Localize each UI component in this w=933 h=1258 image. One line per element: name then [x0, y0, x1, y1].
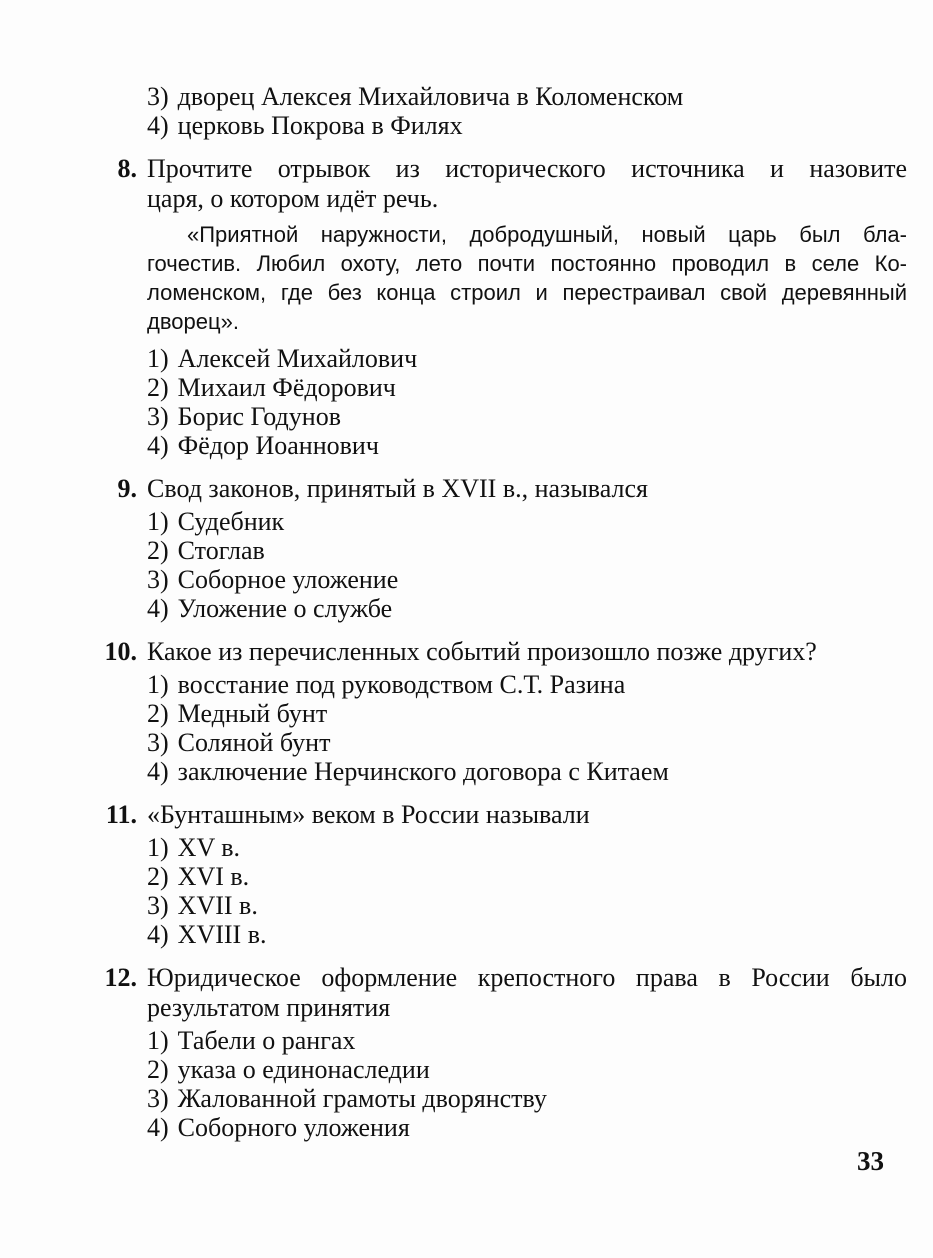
option-marker: 1) [147, 507, 169, 536]
option-text: дворец Алексея Михайловича в Коломенском [177, 82, 684, 111]
question-stem [147, 800, 907, 830]
question-10 [94, 637, 907, 786]
question-stem [147, 474, 907, 504]
option-text: восстание под руководством С.Т. Разина [177, 670, 626, 699]
question-body [147, 474, 907, 623]
question-stem [147, 154, 907, 214]
option-text: Соборное уложение [177, 565, 399, 594]
option-row [147, 344, 907, 373]
option-text: XVI в. [177, 862, 250, 891]
stem-line: результатом принятия [147, 993, 391, 1022]
option-marker: 2) [147, 536, 169, 565]
option-marker: 3) [147, 1084, 169, 1113]
option-text: Фёдор Иоаннович [177, 431, 379, 460]
option-text: Алексей Михайлович [177, 344, 418, 373]
option-text: указа о единонаследии [177, 1055, 430, 1084]
option-marker: 1) [147, 670, 169, 699]
option-marker: 3) [147, 891, 169, 920]
question-body [147, 637, 907, 786]
quote-line: ломенском, где без конца строил и перестраивал свой деревянный [147, 280, 907, 305]
stem-line: Юридическое оформление крепостного права в России было [147, 963, 907, 992]
option-marker: 1) [147, 1026, 169, 1055]
option-marker: 4) [147, 594, 169, 623]
option-row [147, 699, 907, 728]
option-text: Михаил Фёдорович [177, 373, 396, 402]
question-11 [94, 800, 907, 949]
quote-line: дворец». [147, 309, 239, 334]
option-marker: 4) [147, 920, 169, 949]
question-8 [94, 154, 907, 460]
option-text: Жалованной грамоты дворянству [177, 1084, 547, 1113]
quote-line: гочестив. Любил охоту, лето почти постоянно проводил в селе Ко- [147, 251, 907, 276]
question-number: 11. [105, 800, 137, 829]
option-row [147, 431, 907, 460]
stem-line: царя, о котором идёт речь. [147, 184, 439, 213]
option-marker: 2) [147, 699, 169, 728]
option-row [147, 833, 907, 862]
option-text: церковь Покрова в Филях [177, 111, 463, 140]
option-marker: 4) [147, 757, 169, 786]
question-body [147, 154, 907, 460]
option-marker: 3) [147, 565, 169, 594]
option-text: Борис Годунов [177, 402, 341, 431]
source-quote [147, 220, 907, 336]
question-number: 10. [104, 637, 137, 666]
option-marker: 3) [147, 402, 169, 431]
option-row [147, 594, 907, 623]
option-row [147, 1055, 907, 1084]
stem-line: Какое из перечисленных событий произошло позже других? [147, 637, 817, 666]
options-list [147, 670, 907, 786]
options-list [147, 1026, 907, 1142]
option-text: Уложение о службе [177, 594, 393, 623]
option-row [147, 402, 907, 431]
option-marker: 4) [147, 1113, 169, 1142]
stem-line: Свод законов, принятый в XVII в., назывался [147, 474, 648, 503]
option-row [147, 862, 907, 891]
option-text: заключение Нерчинского договора с Китаем [177, 757, 669, 786]
option-row [147, 1113, 907, 1142]
option-row [147, 507, 907, 536]
option-marker: 2) [147, 373, 169, 402]
question-number: 9. [117, 474, 137, 503]
stem-line: «Бунташным» веком в России называли [147, 800, 590, 829]
option-row [147, 536, 907, 565]
question-body [147, 963, 907, 1142]
options-list [147, 344, 907, 460]
quote-line: «Приятной наружности, добродушный, новый царь был бла- [187, 222, 907, 247]
carryover-options [147, 82, 907, 140]
option-text: Табели о рангах [177, 1026, 356, 1055]
option-row [147, 728, 907, 757]
option-text: Соборного уложения [177, 1113, 410, 1142]
option-marker: 4) [147, 431, 169, 460]
option-row [147, 565, 907, 594]
option-marker: 4) [147, 111, 169, 140]
page-number: 33 [857, 1146, 884, 1176]
question-number: 12. [104, 963, 137, 992]
question-number: 8. [117, 154, 137, 183]
option-text: XVII в. [177, 891, 258, 920]
question-stem [147, 963, 907, 1023]
option-row [147, 1084, 907, 1113]
option-text: XV в. [177, 833, 241, 862]
option-row [147, 891, 907, 920]
option-text: Медный бунт [177, 699, 328, 728]
option-marker: 2) [147, 862, 169, 891]
option-row [147, 82, 907, 111]
option-marker: 2) [147, 1055, 169, 1084]
option-marker: 3) [147, 728, 169, 757]
option-text: Стоглав [177, 536, 265, 565]
option-text: Соляной бунт [177, 728, 331, 757]
option-row [147, 111, 907, 140]
option-marker: 1) [147, 344, 169, 373]
question-9 [94, 474, 907, 623]
options-list [147, 833, 907, 949]
question-stem [147, 637, 907, 667]
option-row [147, 373, 907, 402]
options-list [147, 507, 907, 623]
option-text: Судебник [177, 507, 285, 536]
option-row [147, 920, 907, 949]
option-row [147, 1026, 907, 1055]
option-text: XVIII в. [177, 920, 267, 949]
option-row [147, 757, 907, 786]
option-marker: 1) [147, 833, 169, 862]
option-row [147, 670, 907, 699]
option-marker: 3) [147, 82, 169, 111]
stem-line: Прочтите отрывок из исторического источника и назовите [147, 154, 907, 183]
question-body [147, 800, 907, 949]
question-12 [94, 963, 907, 1142]
